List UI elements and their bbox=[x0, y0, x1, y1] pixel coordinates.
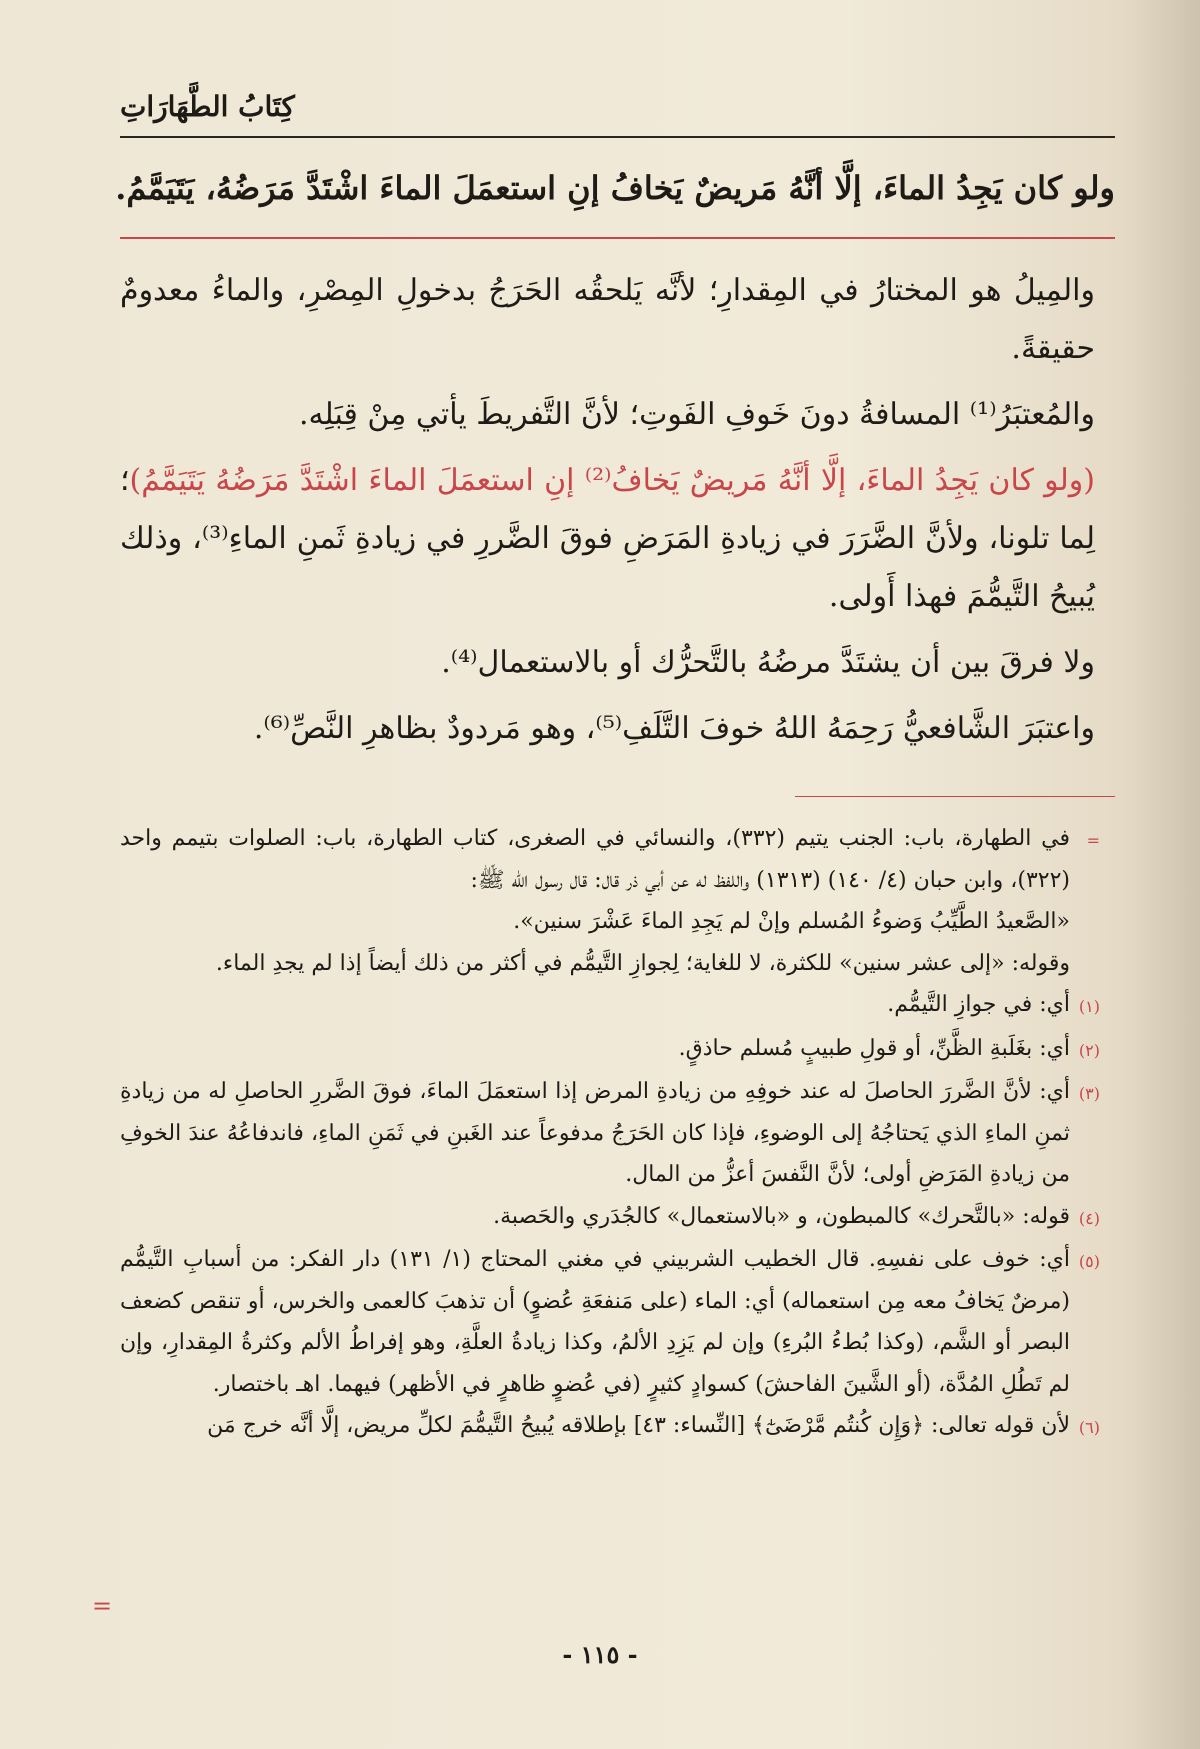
footnote-1 bbox=[120, 984, 1100, 1028]
footnote-mark: (٦) bbox=[1078, 1418, 1100, 1437]
footnote-text: قوله: «بالتَّحرك» كالمبطون، و «بالاستعمال» كالجُدَري والحَصبة. bbox=[493, 1203, 1070, 1229]
paragraph-3 bbox=[120, 452, 1095, 626]
footnote-mark: (٤) bbox=[1078, 1208, 1100, 1228]
running-title: كِتَابُ الطَّهَارَاتِ bbox=[120, 90, 295, 123]
footnote-5 bbox=[120, 1239, 1100, 1405]
page-number: - ١١٥ - bbox=[562, 1640, 638, 1669]
footnotes bbox=[120, 818, 1100, 1449]
summary-line: ولو كان يَجِدُ الماءَ، إلَّا أنَّهُ مَريضٌ يَخافُ إنِ استعمَلَ الماءَ اشْتَدَّ مَرَضُهُ، يَتَيَمَّمُ. bbox=[115, 169, 1115, 207]
red-divider bbox=[120, 237, 1115, 239]
footnote-4 bbox=[120, 1196, 1100, 1240]
paragraph-1: والمِيلُ هو المختارُ في المِقدارِ؛ لأنَّه يَلحقُه الحَرَجُ بدخولِ المِصْرِ، والماءُ معدومٌ حقيقةً. bbox=[120, 273, 1095, 366]
paragraph-4: ولا فرقَ بين أن يشتَدَّ مرضُهُ بالتَّحرُّك أو بالاستعمال⁽⁴⁾. bbox=[441, 645, 1095, 680]
footnote-mark: (٢) bbox=[1078, 1040, 1100, 1060]
page-header bbox=[120, 88, 1115, 138]
footnote-mark: (١) bbox=[1078, 997, 1100, 1016]
footnote-mark: (٣) bbox=[1078, 1084, 1100, 1103]
footnote-line: وقوله: «إلى عشر سنين» للكثرة، لا للغاية؛ لِجوازِ التَّيمُّم في أكثر من ذلك أيضاً إذا لم يجدِ الماء. bbox=[215, 950, 1070, 976]
footnote-3 bbox=[120, 1071, 1100, 1196]
footnote-divider bbox=[795, 796, 1115, 797]
paragraph-2: والمُعتبَرُ⁽¹⁾ المسافةُ دونَ خَوفِ الفَوتِ؛ لأنَّ التَّفريطَ يأتي مِنْ قِبَلِه. bbox=[298, 397, 1095, 432]
page-edge-shadow bbox=[1130, 0, 1200, 1749]
main-text bbox=[120, 262, 1095, 766]
footnote-text: أي: لأنَّ الضَّررَ الحاصلَ له عند خوفِهِ من زيادةِ المرض إذا استعمَلَ الماءَ، فوقَ الضَّررِ الحاصلِ له من زيادةِ ثمنِ الماءِ الذي يَحتاجُهُ إلى الوضوءِ، فإذا كان الحَرَجُ مدفوعاً عند الغَبنِ في ثَمَنِ الماءِ، فاندفاعُهُ عندَ الخوفِ من زيادةِ المَرَضِ أولى؛ لأنَّ النَّفسَ أعزُّ من المال. bbox=[120, 1079, 1070, 1187]
continuation-marker: = bbox=[92, 1592, 113, 1620]
footnote-continuation bbox=[120, 818, 1100, 984]
footnote-2 bbox=[120, 1028, 1100, 1072]
footnote-text: أي: في جوازِ التَّيمُّم. bbox=[887, 992, 1070, 1017]
footnote-6 bbox=[120, 1405, 1100, 1449]
footnote-line: «الصَّعيدُ الطَّيِّبُ وَضوءُ المُسلم وإنْ لم يَجِدِ الماءَ عَشْرَ سنين». bbox=[513, 909, 1070, 934]
footnote-line: في الطهارة، باب: الجنب يتيم (٣٣٢)، والنسائي في الصغرى، كتاب الطهارة، باب: الصلوات بتيمم واحد (٣٢٢)، وابن حبان (٤/ ١٤٠) (١٣١٣) واللفظ له عن أبي ذر قال: قال رسول الله ﷺ: bbox=[120, 826, 1070, 893]
footnote-mark: (٥) bbox=[1078, 1252, 1100, 1271]
footnote-text: أي: خوف على نفسِهِ. قال الخطيب الشربيني في مغني المحتاج (١/ ١٣١) دار الفكر: من أسبابِ التَّيمُّم (مرضٌ يَخافُ معه مِن استعماله) أي: الماء (على مَنفعَةِ عُضوٍ) أن تذهبَ كالعمى والخرس، أو تنقص كضعف البصر أو الشَّم، (وكذا بُطءُ البُرءِ) وإن لم يَزِدِ الألمُ، وكذا زيادةُ العلَّةِ، وهو إفراطُ الألم وكثرةُ المِقدارِ، وإن لم تَطُلِ المُدَّة، (أو الشَّينَ الفاحشَ) كسوادٍ كثيرٍ (في عُضوٍ ظاهرٍ في الأظهر) فيهما. اهـ باختصار. bbox=[120, 1247, 1071, 1397]
matn-highlight: (ولو كان يَجِدُ الماءَ، إلَّا أنَّهُ مَريضٌ يَخافُ⁽²⁾ إنِ استعمَلَ الماءَ اشْتَدَّ مَرَضُهُ يَتَيَمَّمُ) bbox=[129, 463, 1095, 498]
footnote-mark: = bbox=[1086, 831, 1100, 850]
paragraph-3-rest: ؛ لِما تلونا، ولأنَّ الضَّرَرَ في زيادةِ المَرَضِ فوقَ الضَّررِ في زيادةِ ثَمنِ الماءِ⁽³⁾، وذلك يُبيحُ التَّيمُّمَ فهذا أَولى. bbox=[120, 463, 1095, 614]
footnote-text: لأن قوله تعالى: ﴿وَإِن كُنتُم مَّرْضَىٰٓ﴾ [النِّساء: ٤٣] بإطلاقه يُبيحُ التَّيمُّمَ لكلِّ مريض، إلَّا أنَّه خرج مَن bbox=[207, 1413, 1070, 1438]
paragraph-5: واعتبَرَ الشَّافعيُّ رَحِمَهُ اللهُ خوفَ التَّلَفِ⁽⁵⁾، وهو مَردودٌ بظاهرِ النَّصِّ⁽⁶⁾. bbox=[253, 711, 1095, 746]
footnote-text: أي: بغَلَبةِ الظَّنِّ، أو قولِ طبيبٍ مُسلم حاذقٍ. bbox=[678, 1035, 1070, 1061]
